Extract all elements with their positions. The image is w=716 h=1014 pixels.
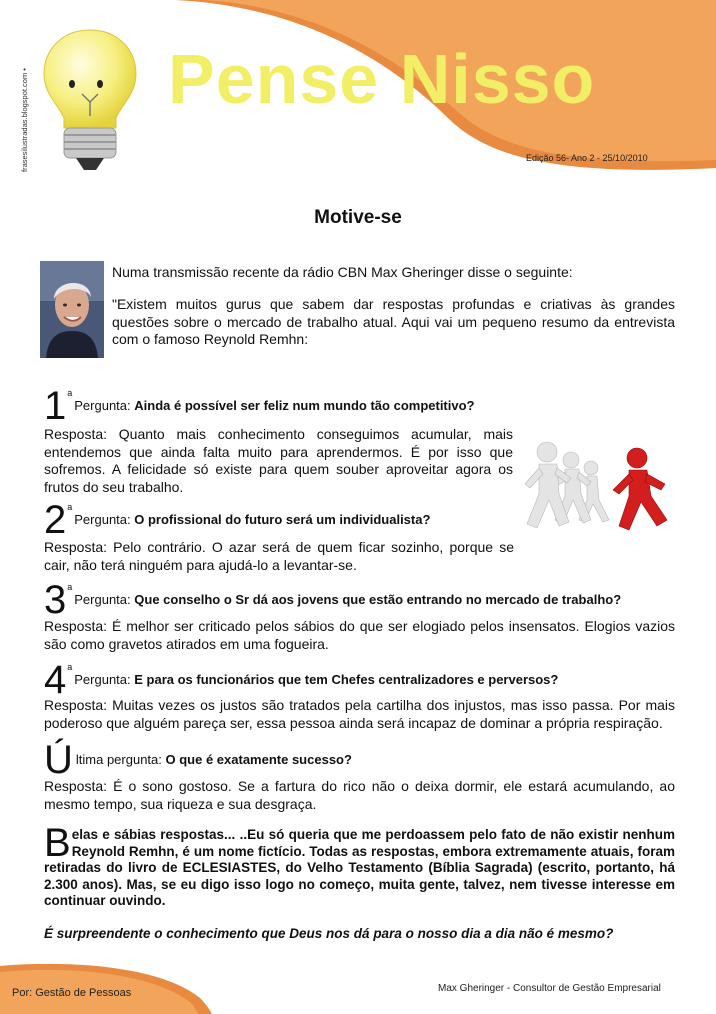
question-label: ltima pergunta: — [75, 752, 162, 767]
question-last — [44, 740, 352, 780]
question-superscript: a — [67, 502, 73, 512]
lightbulb-icon — [40, 28, 140, 178]
question-number: Ú — [44, 738, 73, 782]
runners-illustration — [525, 438, 675, 538]
question-label: Pergunta: — [74, 512, 131, 527]
question-number: 1 — [44, 384, 67, 428]
intro-quote: "Existem muitos gurus que sabem dar respostas profundas e criativas às grandes questões sobre o mercado de trabalho atual. Aqui vai um pequeno resumo da entrevista com o famoso Reynold Remhn: — [112, 296, 675, 347]
question-text: E para os funcionários que tem Chefes centralizadores e perversos? — [134, 672, 559, 687]
article-title: Motive-se — [314, 207, 402, 228]
question-superscript: a — [67, 582, 73, 592]
answer-2: Resposta: Pelo contrário. O azar será de quem ficar sozinho, porque se cair, não terá ninguém para ajudá-lo a levantar-se. — [44, 539, 514, 573]
question-label: Pergunta: — [74, 672, 131, 687]
question-text: O que é exatamente sucesso? — [165, 752, 352, 767]
conclusion-text: elas e sábias respostas... ..Eu só queria que me perdoassem pelo fato de não existir nenhum Reynold Remhn, é um nome fictício. Todas as respostas, embora extremamente atuais, foram retiradas do livro de ECLESIASTES, do Velho Testamento (Bíblia Sagrada) (escrito, portanto, há 2.300 anos). Mas, se eu digo isso logo no começo, muita gente, talvez, nem tivesse interesse em continuar ouvindo. — [44, 827, 675, 908]
question-superscript: a — [67, 388, 73, 398]
footer-author: Max Gheringer - Consultor de Gestão Empresarial — [438, 983, 661, 994]
question-text: O profissional do futuro será um individualista? — [134, 512, 431, 527]
answer-1: Resposta: Quanto mais conhecimento conseguimos acumular, mais entendemos que ainda falta muito para aprendermos. É por isso que sofremos. A felicidade só existe para quem souber aproveitar agora os frutos do seu trabalho. — [44, 426, 513, 495]
question-text: Ainda é possível ser feliz num mundo tão competitivo? — [134, 398, 475, 413]
question-label: Pergunta: — [74, 592, 131, 607]
conclusion-paragraph — [44, 821, 675, 910]
edition-info: Edição 56- Ano 2 - 25/10/2010 — [526, 153, 648, 163]
closing-sentence: É surpreendente o conhecimento que Deus nos dá para o nosso dia a dia não é mesmo? — [44, 926, 614, 941]
question-text: Que conselho o Sr dá aos jovens que estão entrando no mercado de trabalho? — [134, 592, 622, 607]
newsletter-title: Pense Nisso — [168, 40, 596, 118]
drop-cap: B — [44, 821, 71, 865]
intro-sentence: Numa transmissão recente da rádio CBN Max Gheringer disse o seguinte: — [112, 264, 573, 280]
question-label: Pergunta: — [74, 398, 131, 413]
answer-3: Resposta: É melhor ser criticado pelos sábios do que ser elogiado pelos insensatos. Elogios vazios são como gravetos atirados em uma fogueira. — [44, 618, 675, 652]
question-number: 2 — [44, 498, 67, 542]
blog-url-vertical: frasesilustradas.blogspot.com • — [20, 68, 29, 172]
footer-credit: Por: Gestão de Pessoas — [12, 987, 132, 999]
question-3 — [44, 580, 621, 620]
question-number: 3 — [44, 578, 67, 622]
question-2 — [44, 500, 430, 540]
question-number: 4 — [44, 658, 67, 702]
answer-last: Resposta: É o sono gostoso. Se a fartura do rico não o deixa dormir, ele estará acumulando, ao mesmo tempo, sua riqueza e sua desgraça. — [44, 778, 675, 812]
portrait-photo — [40, 261, 104, 358]
answer-4: Resposta: Muitas vezes os justos são tratados pela cartilha dos injustos, mas isso passa. Por mais poderoso que alguém pareça ser, essa pessoa ainda será incapaz de dominar a própria respiração. — [44, 697, 675, 731]
question-4 — [44, 660, 558, 700]
question-superscript: a — [67, 662, 73, 672]
question-1 — [44, 386, 475, 426]
